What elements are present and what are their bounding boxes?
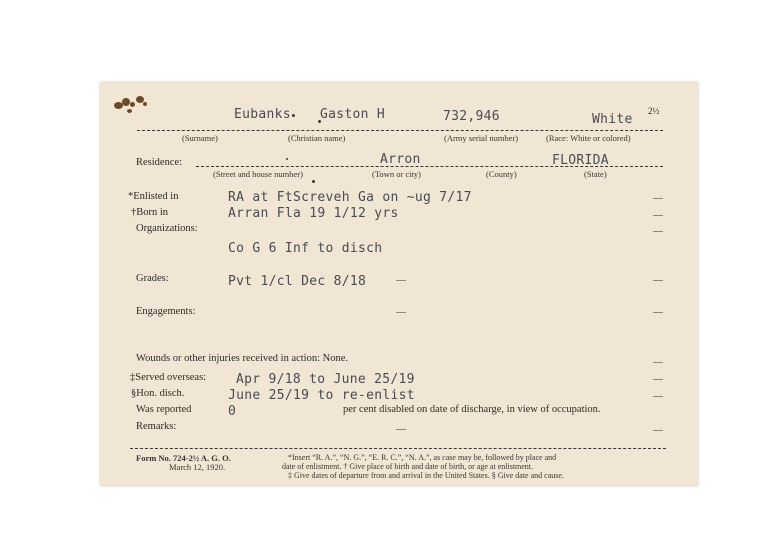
- enlisted-dash: —: [653, 193, 663, 204]
- enlisted-value: RA at FtScreveh Ga on ~ug 7/17: [228, 190, 472, 205]
- reported-suffix: per cent disabled on date of discharge, in view of occupation.: [343, 404, 601, 415]
- footer-rule: [130, 448, 666, 449]
- footnote-2: date of enlistment. † Give place of birth and date of birth, or age at enlistment.: [282, 462, 534, 471]
- discharge-dash: —: [653, 391, 663, 402]
- organizations-label: Organizations:: [136, 223, 198, 234]
- residence-state: FLORIDA: [552, 153, 609, 168]
- remarks-dash: —: [396, 424, 406, 435]
- engagements-label: Engagements:: [136, 306, 196, 317]
- ink-stain: [130, 102, 135, 107]
- ink-stain: [143, 102, 147, 106]
- serial-caption: (Army serial number): [444, 133, 519, 143]
- grades-label: Grades:: [136, 273, 169, 284]
- record-card: [100, 82, 698, 486]
- form-date: March 12, 1920.: [169, 462, 226, 472]
- footnote-3: ‡ Give dates of departure from and arrival in the United States. § Give date and cause.: [288, 471, 564, 480]
- fraction-mark: 2½: [648, 106, 660, 116]
- remarks-end-dash: —: [653, 425, 663, 436]
- reported-label: Was reported: [136, 404, 192, 415]
- grades-end-dash: —: [653, 275, 663, 286]
- residence-label: Residence:: [136, 157, 183, 168]
- race-caption: (Race: White or colored): [546, 133, 631, 143]
- form-number: Form No. 724-2½ A. G. O.: [136, 453, 231, 463]
- town-caption: (Town or city): [372, 169, 421, 179]
- born-value: Arran Fla 19 1/12 yrs: [228, 206, 399, 221]
- race: White: [592, 112, 633, 127]
- christian-name: Gaston H: [320, 107, 386, 122]
- wounds-line: Wounds or other injuries received in action: None.: [136, 353, 349, 364]
- wounds-dash: —: [653, 357, 663, 368]
- serial-number: 732,946: [443, 109, 500, 124]
- engagements-end-dash: —: [653, 307, 663, 318]
- reported-percent: 0: [228, 404, 237, 419]
- residence-rule: [196, 166, 663, 167]
- overseas-value: Apr 9/18 to June 25/19: [236, 372, 415, 387]
- surname-caption: (Surname): [182, 133, 218, 143]
- state-caption: (State): [584, 169, 607, 179]
- organizations-value: Co G 6 Inf to disch: [228, 241, 383, 256]
- grades-value: Pvt 1/cl Dec 8/18: [228, 274, 367, 289]
- ink-stain: [127, 109, 132, 113]
- surname: Eubanks: [234, 107, 291, 122]
- overseas-dash: —: [653, 374, 663, 385]
- ink-spot: [312, 180, 315, 183]
- ink-spot: [286, 158, 288, 160]
- ink-spot: [292, 114, 295, 117]
- born-dash: —: [653, 210, 663, 221]
- street-caption: (Street and house number): [213, 169, 303, 179]
- footnote-1: *Insert “R. A.”, “N. G.”, “E. R. C.”, “N. A.”, as case may be, followed by place and: [288, 453, 557, 462]
- christian-caption: (Christian name): [288, 133, 346, 143]
- enlisted-label: *Enlisted in: [128, 191, 179, 202]
- discharge-value: June 25/19 to re-enlist: [228, 388, 415, 403]
- born-label: †Born in: [131, 207, 169, 218]
- discharge-label: §Hon. disch.: [131, 388, 185, 399]
- residence-town: Arron: [380, 152, 421, 167]
- grades-dash: —: [396, 275, 406, 286]
- remarks-label: Remarks:: [136, 421, 177, 432]
- organizations-dash: —: [653, 226, 663, 237]
- name-dotted-rule: [137, 130, 663, 131]
- engagements-dash: —: [396, 307, 406, 318]
- ink-stain: [122, 98, 130, 106]
- county-caption: (County): [486, 169, 517, 179]
- overseas-label: ‡Served overseas:: [130, 372, 207, 383]
